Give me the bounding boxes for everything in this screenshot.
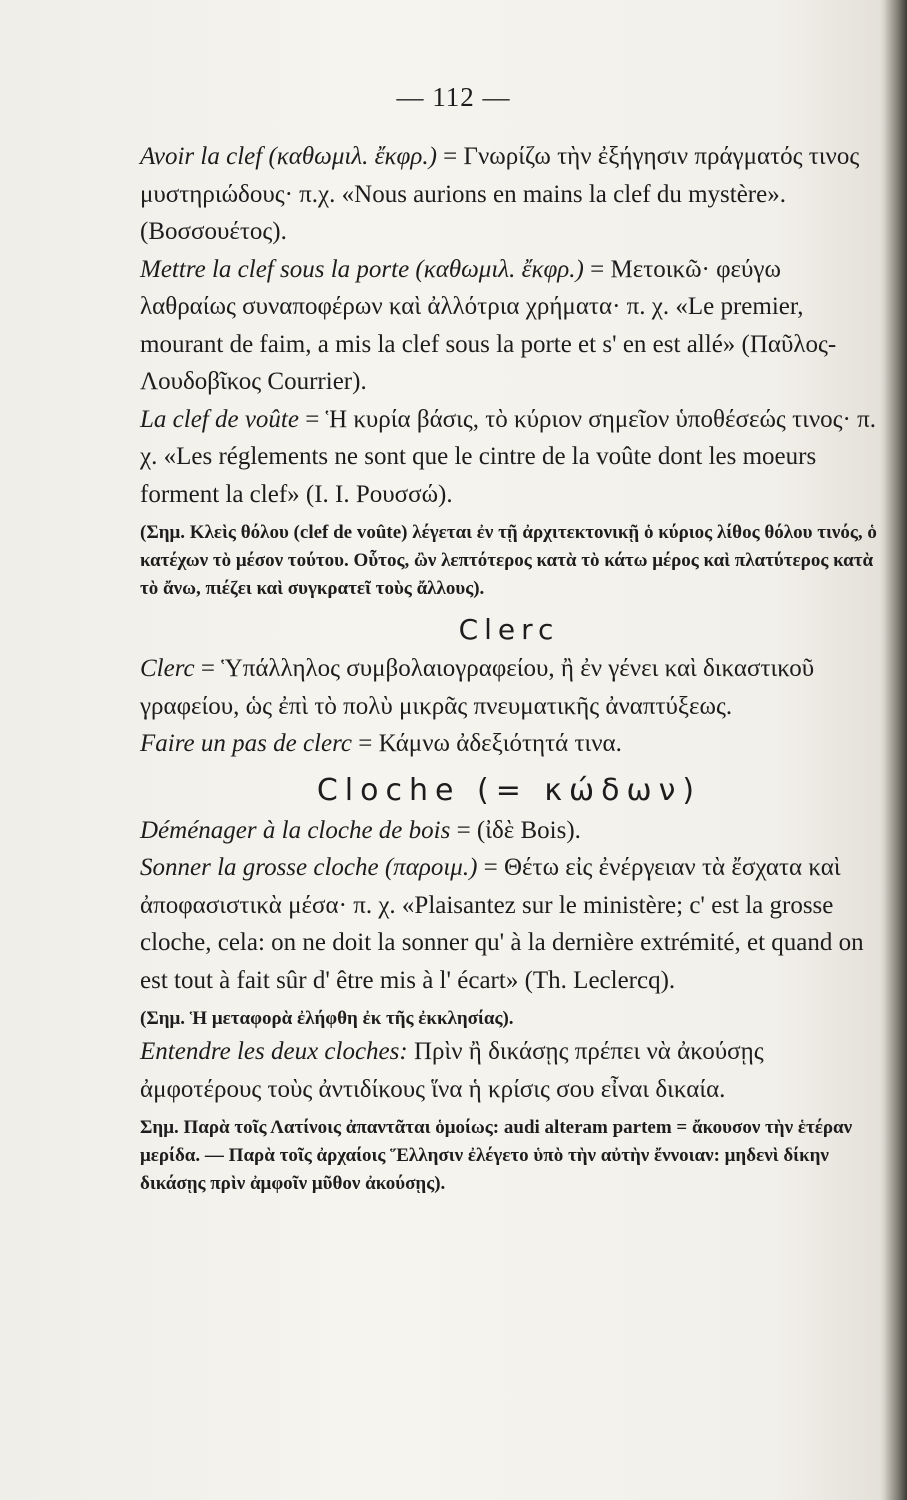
note-latin: Σημ. Παρὰ τοῖς Λατίνοις ἀπαντᾶται ὁμοίως: audi alteram partem = ἄκουσον τὴν ἑτέραν μερίδα. — Παρὰ τοῖς ἀρχαίοις Ἕλλησιν ἐλέγετο ὑπὸ τὴν αὐτὴν ἔννοιαν: μηδενὶ δίκην δικάσῃς πρὶν ἀμφοῖν μῦθον ἀκούσῃς).	[140, 1117, 853, 1194]
entry-entendre	[140, 1033, 878, 1108]
entry-term: La clef de voûte	[140, 405, 299, 433]
section-heading-cloche: Cloche (= κώδων)	[316, 772, 702, 808]
entry-text: = Κάμνω ἀδεξιότητά τινα.	[358, 730, 622, 757]
entry-demenager	[140, 812, 878, 850]
entry-term: Faire un pas de clerc	[140, 730, 352, 757]
entry-clef-de-voute	[140, 401, 878, 514]
page-number: — 112 —	[396, 82, 511, 112]
note-clef-de-voute: (Σημ. Κλεὶς θόλου (clef de voûte) λέγεται ἐν τῇ ἀρχιτεκτονικῇ ὁ κύριος λίθος θόλου τινός, ὁ κατέχων τὸ μέσον τούτου. Οὗτος, ὢν λεπτότερος κατὰ τὸ κάτω μέρος καὶ πλατύτερος κατὰ τὸ ἄνω, πιέζει καὶ συγκρατεῖ τοὺς ἄλλους).	[140, 522, 877, 599]
entry-mettre-la-clef	[140, 251, 878, 401]
entry-faire-un-pas	[140, 725, 878, 763]
entry-text: Πρὶν ἢ δικάσῃς πρέπει νὰ ἀκούσῃς ἀμφοτέρους τοὺς ἀντιδίκους ἵνα ἡ κρίσις σου εἶναι δικαία.	[140, 1038, 764, 1103]
entry-text: = Ὑπάλληλος συμβολαιογραφείου, ἢ ἐν γένει καὶ δικαστικοῦ γραφείου, ὡς ἐπὶ τὸ πολὺ μικρᾶς πνευματικῆς ἀναπτύξεως.	[140, 655, 815, 720]
entry-term: Entendre les deux cloches:	[140, 1038, 408, 1065]
entry-term: Sonner la grosse cloche (παροιμ.)	[140, 854, 478, 881]
entry-text: = Γνωρίζω τὴν ἐξήγησιν πράγματός τινος μυστηριώδους· π.χ. «Nous aurions en mains la clef du mystère». (Βοσσουέτος).	[140, 143, 860, 245]
entry-text: = (ἰδὲ Bois).	[456, 816, 581, 844]
entry-clerc	[140, 650, 878, 725]
entry-text: = Ἡ κυρία βάσις, τὸ κύριον σημεῖον ὑποθέσεώς τινος· π. χ. «Les réglements ne sont que le cintre de la voûte dont les moeurs forment la clef» (I. I. Ρουσσώ).	[140, 405, 876, 508]
section-heading-clerc: Clerc	[458, 613, 560, 646]
entry-term: Déménager à la cloche de bois	[140, 816, 451, 844]
entry-term: Avoir la clef (καθωμιλ. ἔκφρ.)	[140, 143, 437, 170]
entry-sonner	[140, 849, 878, 999]
entry-term: Mettre la clef sous la porte (καθωμιλ. ἔκφρ.)	[140, 255, 584, 283]
note-metaphora: (Σημ. Ἡ μεταφορὰ ἐλήφθη ἐκ τῆς ἐκκλησίας).	[140, 1008, 514, 1029]
page-edge-shadow	[885, 0, 907, 1500]
entry-text: = Θέτω εἰς ἐνέργειαν τὰ ἔσχατα καὶ ἀποφασιστικὰ μέσα· π. χ. «Plaisantez sur le ministère; c' est la grosse cloche, cela: on ne doit la sonner qu' à la dernière extrémité, et quand on est tout à fait sûr d' être mis à l' écart» (Th. Leclercq).	[140, 854, 864, 994]
page-content	[140, 138, 878, 1198]
entry-term: Clerc	[140, 655, 195, 682]
entry-avoir-la-clef	[140, 138, 878, 251]
entry-text: = Μετοικῶ· φεύγω λαθραίως συναποφέρων καὶ ἀλλότρια χρήματα· π. χ. «Le premier, mourant de faim, a mis la clef sous la porte et s' en est allé» (Παῦλος-Λουδοβῖκος Courrier).	[140, 255, 837, 395]
